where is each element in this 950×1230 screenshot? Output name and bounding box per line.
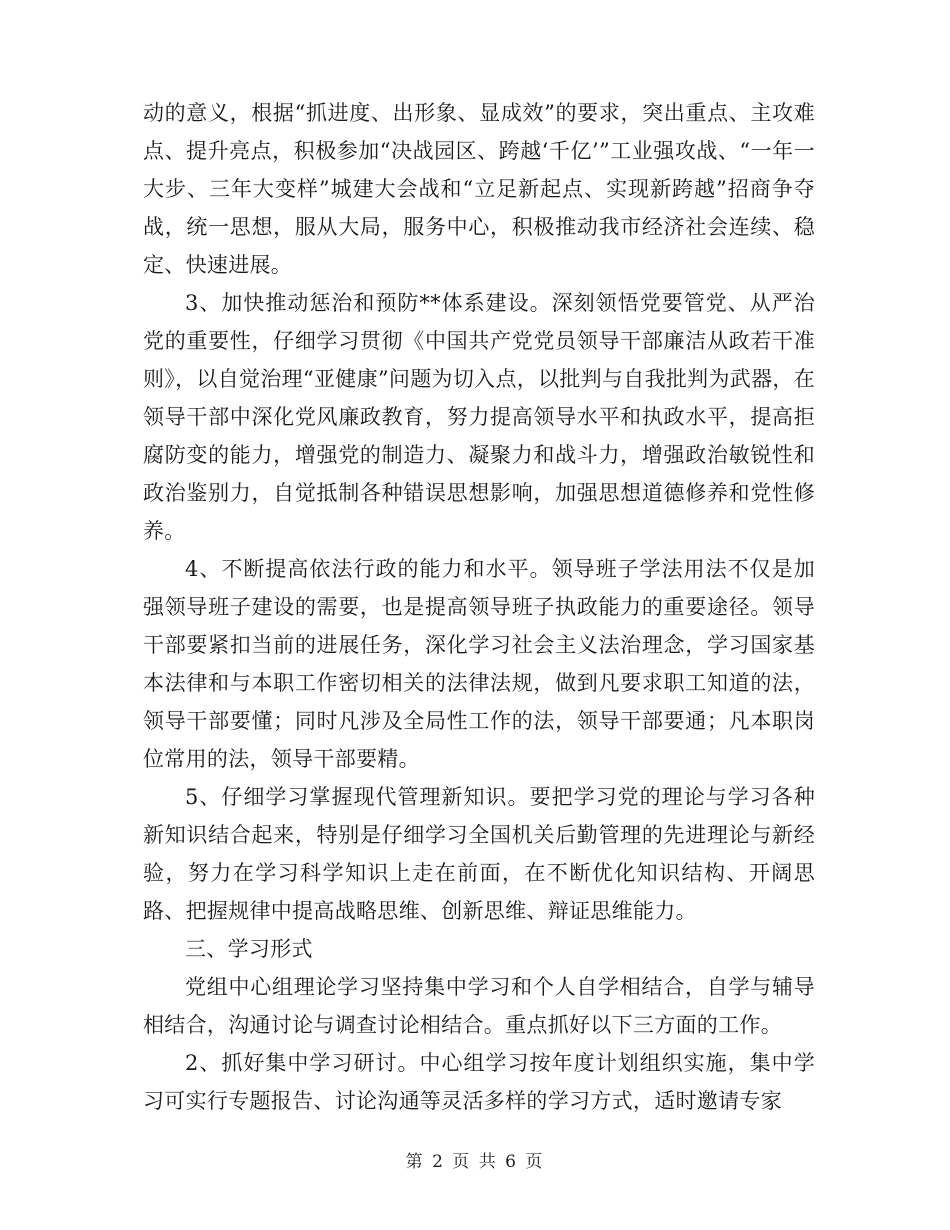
paragraph-item-2-group-study: 2、抓好集中学习研讨。中心组学习按年度计划组织实施，集中学习可实行专题报告、讨论沟通等灵活多样的学习方式，适时邀请专家 xyxy=(143,1051,815,1113)
paragraph-continuation: 动的意义，根据“抓进度、出形象、显成效”的要求，突出重点、主攻难点、提升亮点，积极参加“决战园区、跨越‘千亿’”工业强攻战、“一年一大步、三年大变样”城建大会战和“立足新起点、实现新跨越”招商争夺战，统一思想，服从大局，服务中心，积极推动我市经济社会连续、稳定、快速进展。 xyxy=(143,101,815,277)
page-number-footer: 第 2 页 共 6 页 xyxy=(405,1152,545,1172)
paragraph-item-5: 5、仔细学习掌握现代管理新知识。要把学习党的理论与学习各种新知识结合起来，特别是仔细学习全国机关后勤管理的先进理论与新经验，努力在学习科学知识上走在前面，在不断优化知识结构、开阔思路、把握规律中提高战略思维、创新思维、辩证思维能力。 xyxy=(143,785,815,923)
paragraph-item-4: 4、不断提高依法行政的能力和水平。领导班子学法用法不仅是加强领导班子建设的需要，也是提高领导班子执政能力的重要途径。领导干部要紧扣当前的进展任务，深化学习社会主义法治理念，学习国家基本法律和与本职工作密切相关的法律法规，做到凡要求职工知道的法，领导干部要懂；同时凡涉及全局性工作的法，领导干部要通；凡本职岗位常用的法，领导干部要精。 xyxy=(143,557,815,771)
paragraph-item-3: 3、加快推动惩治和预防**体系建设。深刻领悟党要管党、从严治党的重要性，仔细学习贯彻《中国共产党党员领导干部廉洁从政若干准则》，以自觉治理“亚健康”问题为切入点，以批判与自我批判为武器，在领导干部中深化党风廉政教育，努力提高领导水平和执政水平，提高拒腐防变的能力，增强党的制造力、凝聚力和战斗力，增强政治敏锐性和政治鉴别力，自觉抵制各种错误思想影响，加强思想道德修养和党性修养。 xyxy=(143,291,815,543)
document-body xyxy=(143,94,815,1120)
section-heading-learning-form: 三、学习形式 xyxy=(185,937,313,961)
paragraph-learning-form-intro: 党组中心组理论学习坚持集中学习和个人自学相结合，自学与辅导相结合，沟通讨论与调查讨论相结合。重点抓好以下三方面的工作。 xyxy=(143,975,815,1037)
